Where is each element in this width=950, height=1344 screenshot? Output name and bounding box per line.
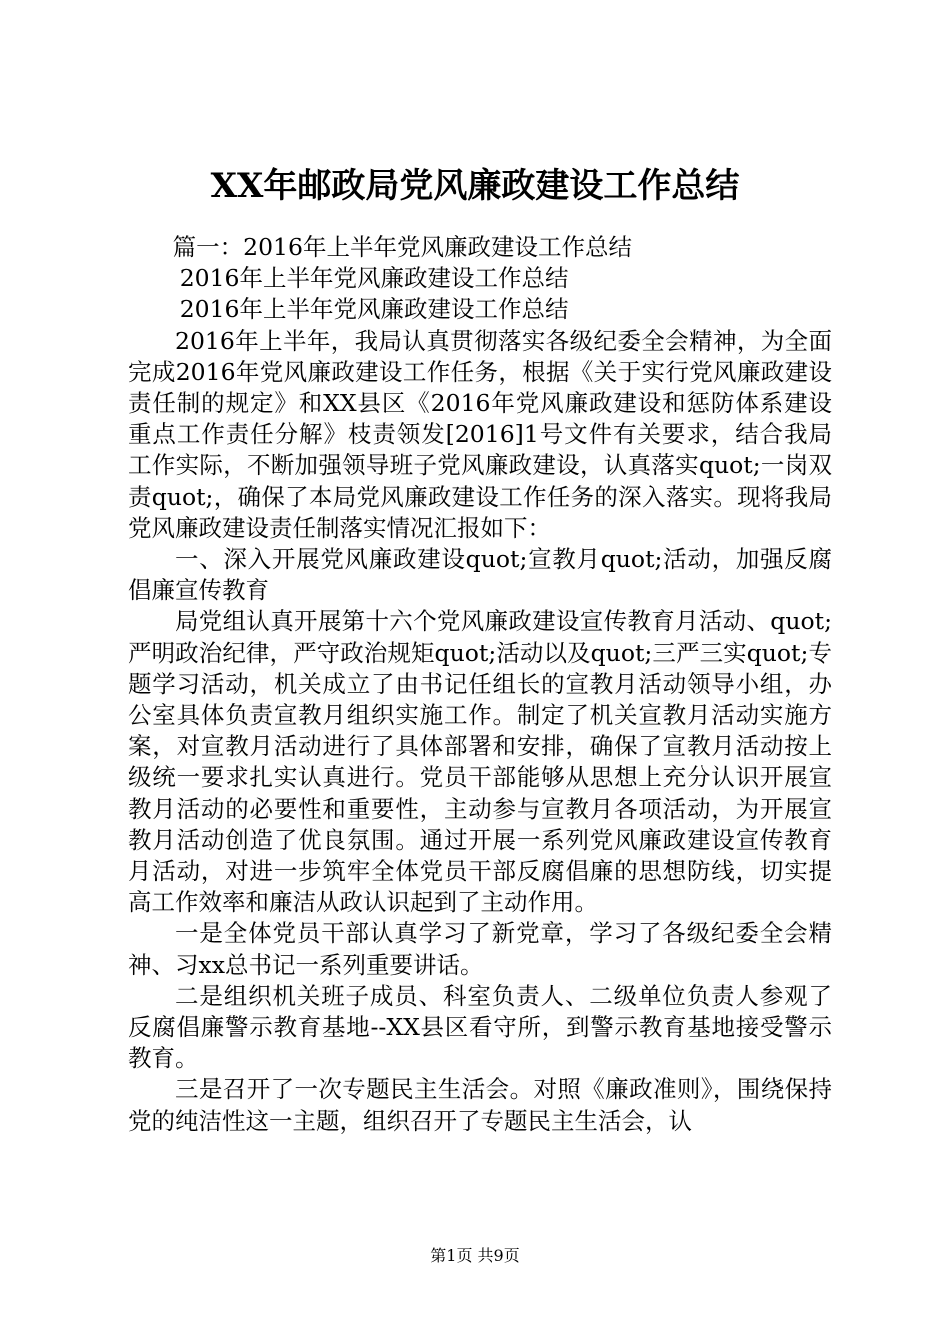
page-footer: 第1页 共9页 — [430, 1246, 520, 1265]
paragraph-item-3: 三是召开了一次专题民主生活会。对照《廉政准则》，围绕保持党的纯洁性这一主题，组织召开了专题民主生活会，认 — [128, 1075, 832, 1135]
paragraph-section-heading: 一、深入开展党风廉政建设quot;宣教月quot;活动，加强反腐倡廉宣传教育 — [128, 545, 832, 605]
paragraph-subtitle-2: 2016年上半年党风廉政建设工作总结 — [179, 295, 569, 324]
document-body — [128, 232, 832, 1137]
paragraph-item-2: 二是组织机关班子成员、科室负责人、二级单位负责人参观了反腐倡廉警示教育基地--XX县区看守所，到警示教育基地接受警示教育。 — [128, 981, 832, 1073]
paragraph-item-1: 一是全体党员干部认真学习了新党章，学习了各级纪委全会精神、习xx总书记一系列重要讲话。 — [128, 919, 832, 979]
paragraph-part-heading: 篇一：2016年上半年党风廉政建设工作总结 — [172, 233, 632, 261]
document-title: XX年邮政局党风廉政建设工作总结 — [210, 166, 740, 206]
paragraph-subtitle-1: 2016年上半年党风廉政建设工作总结 — [179, 264, 569, 293]
paragraph-section-body: 局党组认真开展第十六个党风廉政建设宣传教育月活动、quot;严明政治纪律，严守政治规矩quot;活动以及quot;三严三实quot;专题学习活动，机关成立了由书记任组长的宣教月活动领导小组，办公室具体负责宣教月组织实施工作。制定了机关宣教月活动实施方案，对宣教月活动进行了具体部署和安排，确保了宣教月活动按上级统一要求扎实认真进行。党员干部能够从思想上充分认识开展宣教月活动的必要性和重要性，主动参与宣教月各项活动，为开展宣教月活动创造了优良氛围。通过开展一系列党风廉政建设宣传教育月活动，对进一步筑牢全体党员干部反腐倡廉的思想防线，切实提高工作效率和廉洁从政认识起到了主动作用。 — [128, 607, 832, 917]
paragraph-intro: 2016年上半年，我局认真贯彻落实各级纪委全会精神，为全面完成2016年党风廉政建设工作任务，根据《关于实行党风廉政建设责任制的规定》和XX县区《2016年党风廉政建设和惩防体系建设重点工作责任分解》枝责领发[2016]1号文件有关要求，结合我局工作实际，不断加强领导班子党风廉政建设，认真落实quot;一岗双责quot;，确保了本局党风廉政建设工作任务的深入落实。现将我局党风廉政建设责任制落实情况汇报如下： — [128, 326, 832, 542]
